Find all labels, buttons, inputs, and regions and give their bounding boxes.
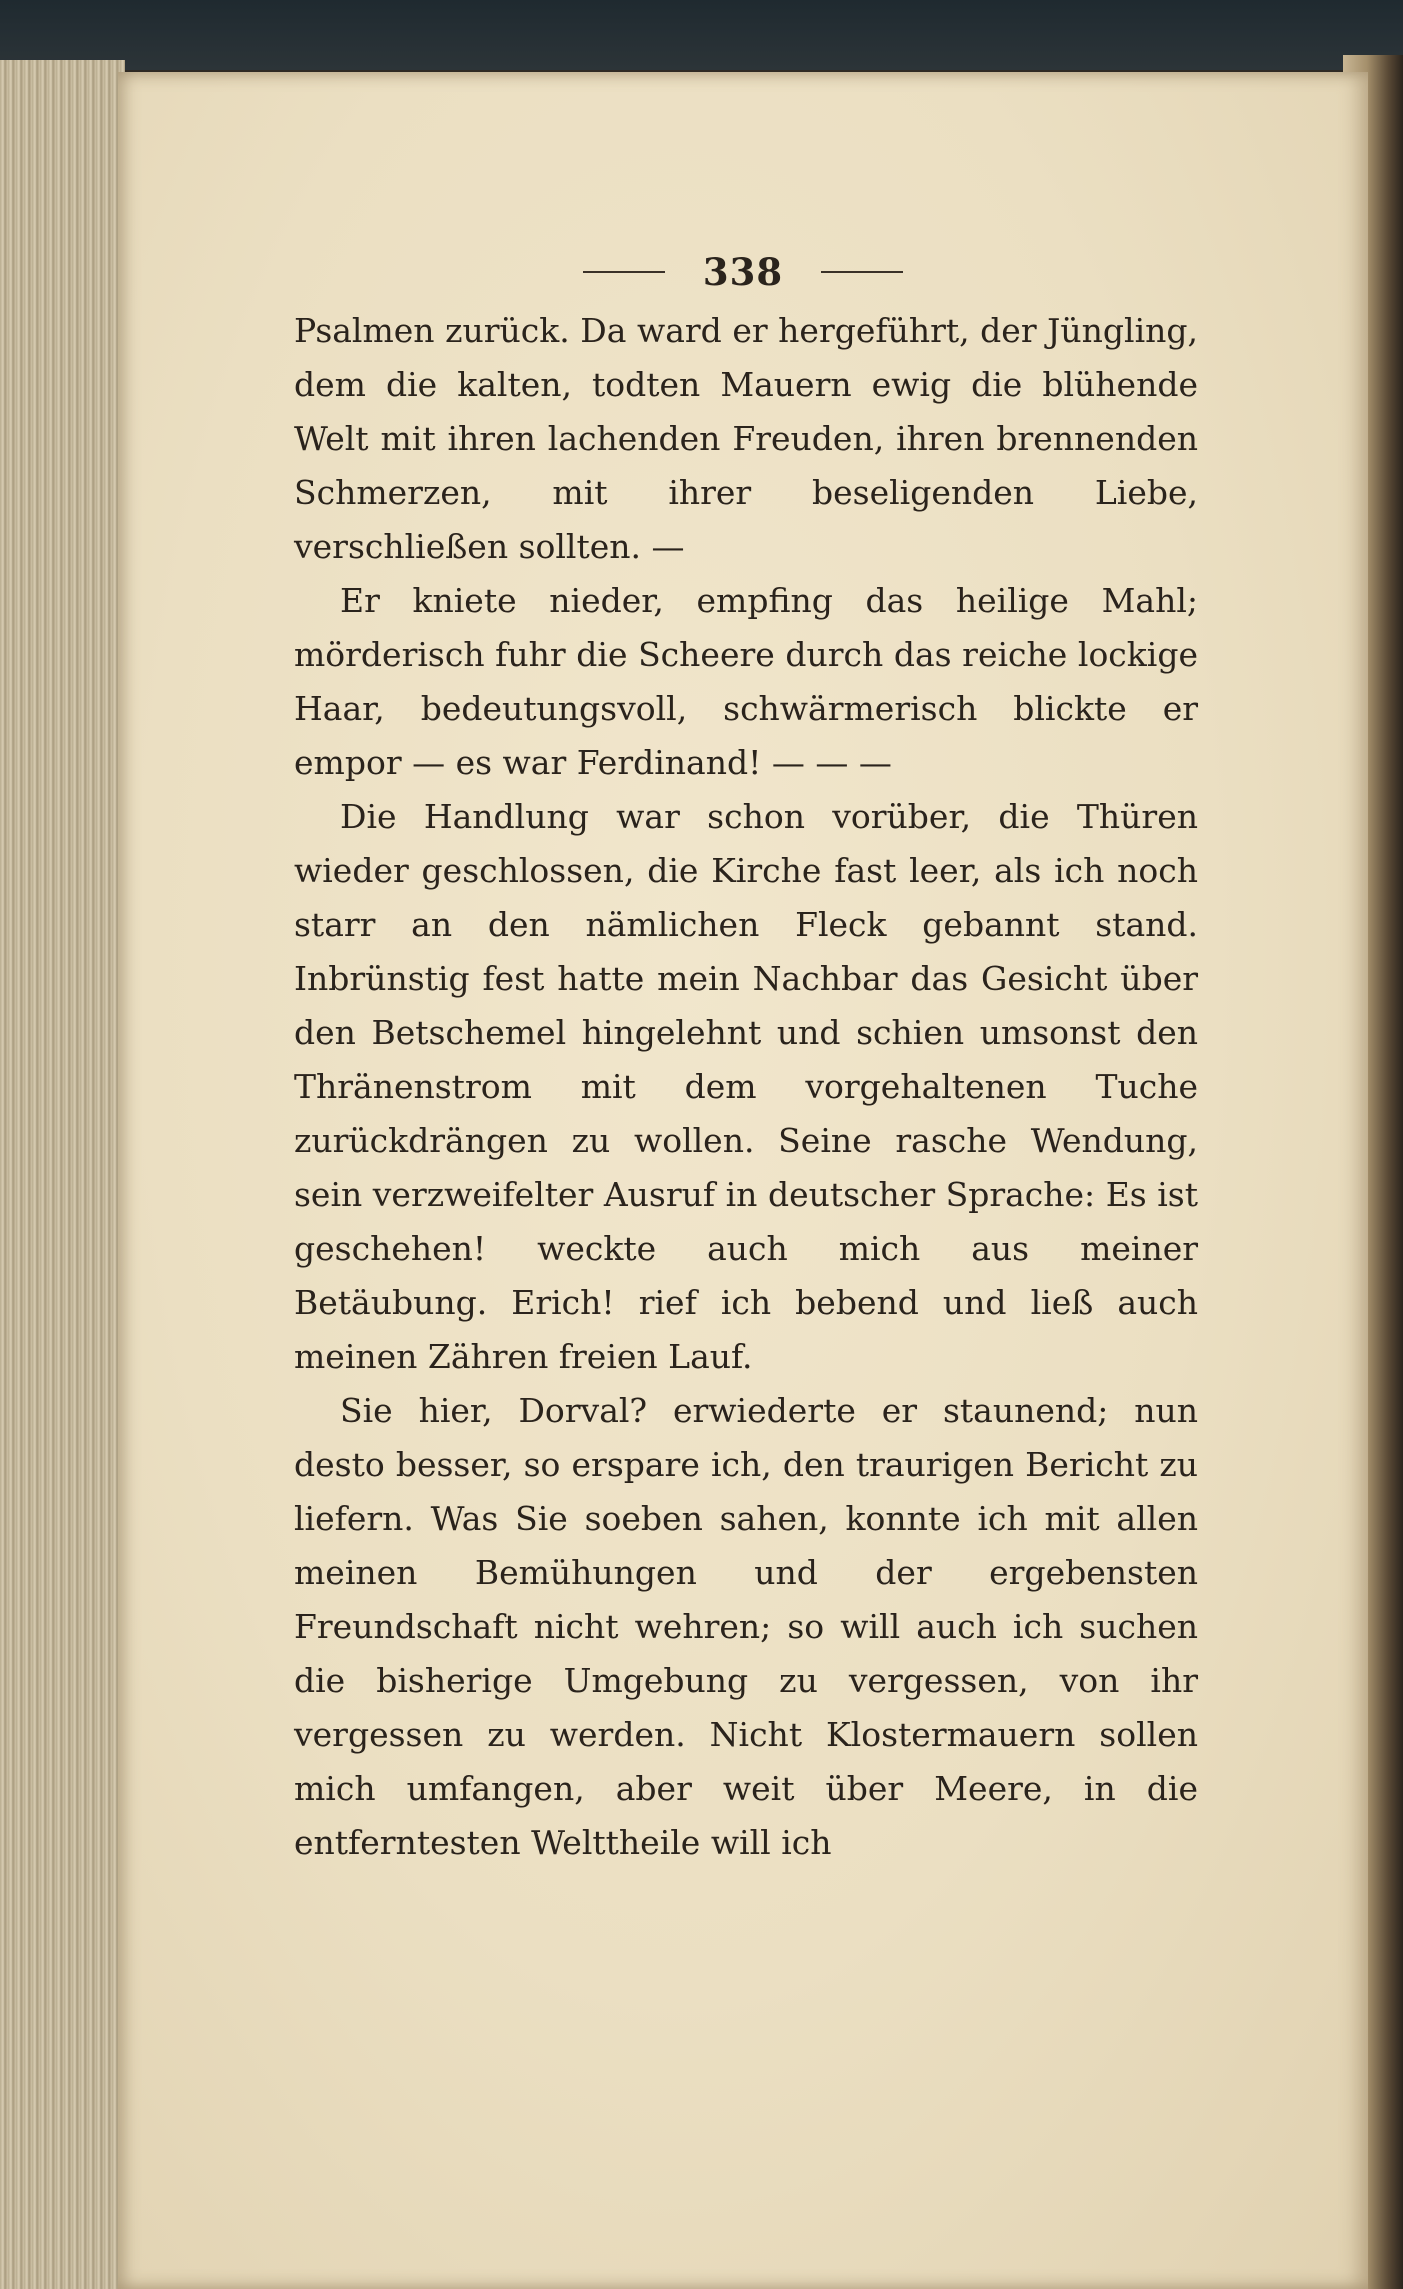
header-rule-left xyxy=(583,271,665,273)
page-number: 338 xyxy=(702,250,784,294)
page-header xyxy=(118,250,1368,294)
body-text xyxy=(294,304,1198,1870)
paragraph-3: Die Handlung war schon vorüber, die Thüren wieder geschlossen, die Kirche fast leer, als ich noch starr an den nämlichen Fleck gebannt stand. Inbrünstig fest hatte mein Nachbar das Gesicht über den Betschemel hingelehnt und schien umsonst den Thränenstrom mit dem vorgehaltenen Tuche zurückdrängen zu wollen. Seine rasche Wendung, sein verzweifelter Ausruf in deutscher Sprache: Es ist geschehen! weckte auch mich aus meiner Betäubung. Erich! rief ich bebend und ließ auch meinen Zähren freien Lauf. xyxy=(294,797,1198,1376)
paragraph-1: Psalmen zurück. Da ward er hergeführt, der Jüngling, dem die kalten, todten Mauern ewig die blühende Welt mit ihren lachenden Freuden, ihren brennenden Schmerzen, mit ihrer beseligenden Liebe, verschließen sollten. — xyxy=(294,311,1198,566)
book-cover-edge xyxy=(0,0,1403,70)
page-stack-edges xyxy=(0,60,125,2289)
header-rule-right xyxy=(821,271,903,273)
book-page xyxy=(118,72,1368,2289)
paragraph-2: Er kniete nieder, empfing das heilige Mahl; mörderisch fuhr die Scheere durch das reiche lockige Haar, bedeutungsvoll, schwärmerisch blickte er empor — es war Ferdinand! — — — xyxy=(294,581,1198,782)
paragraph-4: Sie hier, Dorval? erwiederte er staunend; nun desto besser, so erspare ich, den traurigen Bericht zu liefern. Was Sie soeben sahen, konnte ich mit allen meinen Bemühungen und der ergebensten Freundschaft nicht wehren; so will auch ich suchen die bisherige Umgebung zu vergessen, von ihr vergessen zu werden. Nicht Klostermauern sollen mich umfangen, aber weit über Meere, in die entferntesten Welttheile will ich xyxy=(294,1391,1198,1862)
